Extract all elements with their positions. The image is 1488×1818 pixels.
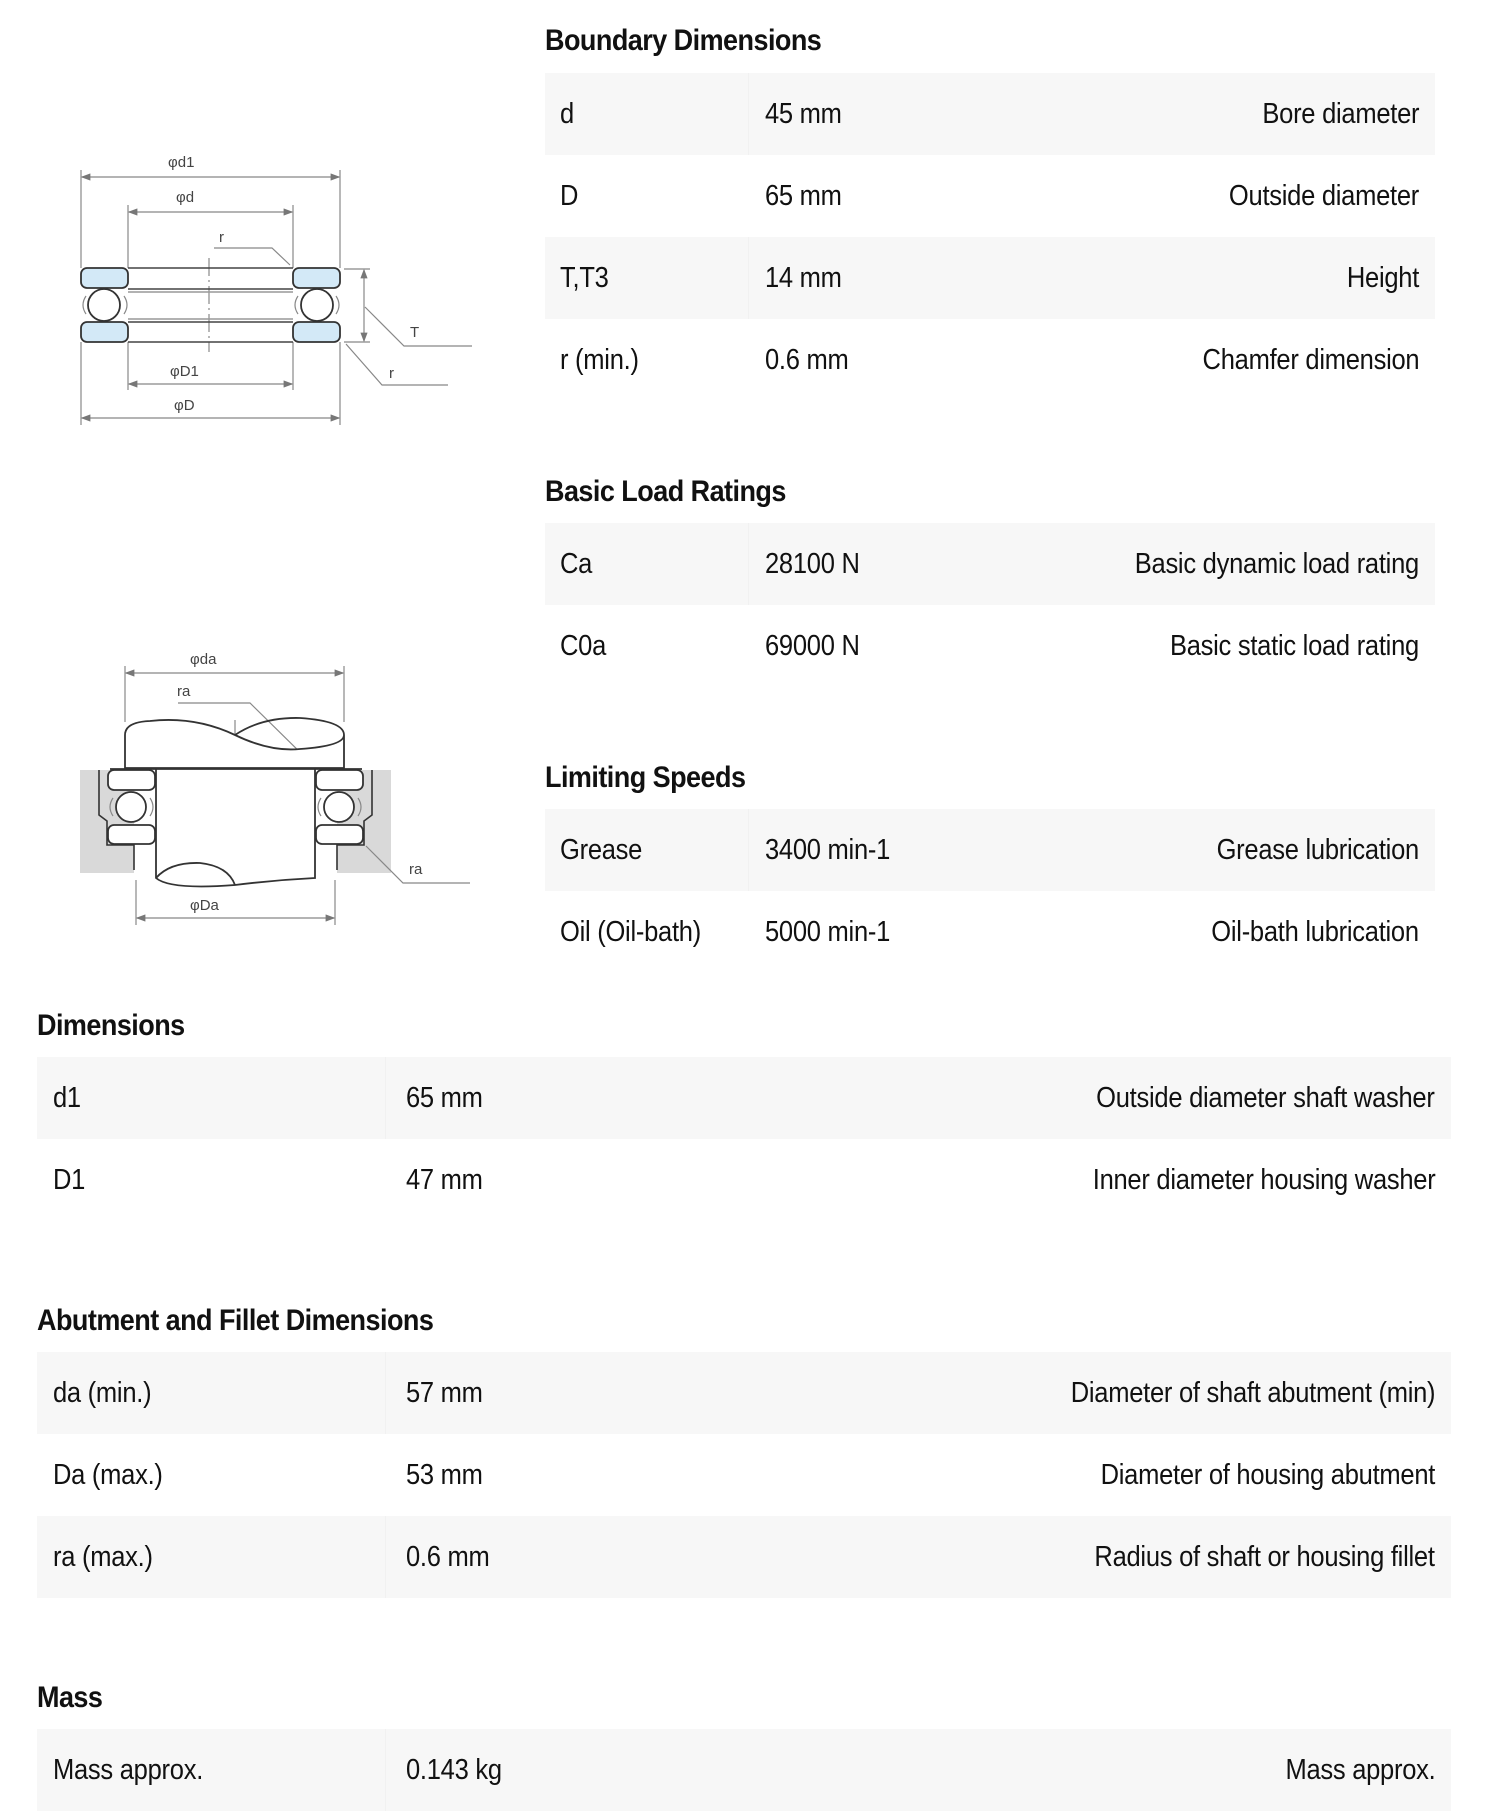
row-value: 0.6 mm: [406, 1540, 490, 1573]
row-value: 0.143 kg: [406, 1753, 502, 1786]
shaft-lower: [156, 769, 315, 886]
row-description: Mass approx.: [1284, 1753, 1435, 1786]
row-value: 47 mm: [406, 1163, 483, 1196]
row-description: Bore diameter: [1262, 97, 1419, 130]
column-divider: [748, 523, 749, 605]
row-symbol: Mass approx.: [53, 1753, 204, 1786]
column-divider: [385, 1352, 386, 1434]
section-title-abutment-fillet-dimensions: Abutment and Fillet Dimensions: [37, 1304, 434, 1337]
leader-r-bottom: [346, 344, 448, 385]
row-description: Chamfer dimension: [1202, 343, 1419, 376]
section-title-boundary-dimensions: Boundary Dimensions: [545, 24, 822, 57]
housing-washer-right: [293, 322, 340, 342]
row-description: Inner diameter housing washer: [1092, 1163, 1435, 1196]
row-value: 45 mm: [765, 97, 842, 130]
row-description: Height: [1346, 261, 1419, 294]
ball-right: [324, 792, 354, 822]
table-row: [37, 1729, 1451, 1811]
shaft-washer-left: [108, 770, 155, 790]
leader-r-top: [214, 248, 290, 265]
table-row: [545, 809, 1435, 891]
mass-table: [37, 1729, 1451, 1811]
column-divider: [748, 809, 749, 891]
row-symbol: Da (max.): [53, 1458, 163, 1491]
table-row: [37, 1057, 1451, 1139]
shaft-washer-left: [81, 268, 128, 288]
row-symbol: C0a: [560, 629, 607, 662]
label-T: T: [410, 324, 420, 341]
row-symbol: Oil (Oil-bath): [560, 915, 701, 948]
basic-load-ratings-table: [545, 523, 1435, 687]
label-r-top: r: [219, 229, 224, 246]
ball-right: [301, 289, 333, 321]
row-description: Basic dynamic load rating: [1134, 547, 1419, 580]
section-title-mass: Mass: [37, 1681, 103, 1714]
table-row: [545, 605, 1435, 687]
row-description: Oil-bath lubrication: [1211, 915, 1419, 948]
row-symbol: T,T3: [560, 261, 609, 294]
bearing-dimension-diagram: [0, 0, 520, 460]
row-value: 14 mm: [765, 261, 842, 294]
row-value: 0.6 mm: [765, 343, 849, 376]
table-row: [37, 1352, 1451, 1434]
table-row: [545, 237, 1435, 319]
row-symbol: ra (max.): [53, 1540, 153, 1573]
label-ra-top: ra: [177, 683, 191, 700]
limiting-speeds-table: [545, 809, 1435, 973]
ball-left: [116, 792, 146, 822]
label-d1: φd1: [168, 154, 195, 171]
label-r-bottom: r: [389, 365, 394, 382]
row-description: Outside diameter shaft washer: [1096, 1081, 1435, 1114]
row-symbol: Grease: [560, 833, 643, 866]
label-ra-right: ra: [409, 861, 423, 878]
row-description: Diameter of housing abutment: [1100, 1458, 1435, 1491]
housing-washer-right: [316, 825, 363, 844]
housing-washer-left: [108, 825, 155, 844]
label-D: φD: [174, 397, 195, 414]
label-da: φda: [190, 651, 217, 668]
column-divider: [385, 1057, 386, 1139]
row-description: Outside diameter: [1228, 179, 1419, 212]
row-value: 69000 N: [765, 629, 860, 662]
row-value: 57 mm: [406, 1376, 483, 1409]
abutment-diagram: [0, 620, 520, 950]
row-description: Diameter of shaft abutment (min): [1070, 1376, 1435, 1409]
row-value: 65 mm: [765, 179, 842, 212]
column-divider: [385, 1729, 386, 1811]
housing-washer-left: [81, 322, 128, 342]
table-row: [37, 1434, 1451, 1516]
row-value: 53 mm: [406, 1458, 483, 1491]
row-description: Grease lubrication: [1216, 833, 1419, 866]
row-description: Basic static load rating: [1170, 629, 1419, 662]
row-symbol: da (min.): [53, 1376, 152, 1409]
section-title-limiting-speeds: Limiting Speeds: [545, 761, 746, 794]
row-symbol: D1: [53, 1163, 86, 1196]
label-D1: φD1: [170, 363, 199, 380]
row-symbol: Ca: [560, 547, 593, 580]
abutment-fillet-table: [37, 1352, 1451, 1598]
section-title-dimensions: Dimensions: [37, 1009, 185, 1042]
row-symbol: d: [560, 97, 574, 130]
row-value: 3400 min-1: [765, 833, 891, 866]
row-value: 28100 N: [765, 547, 860, 580]
row-symbol: r (min.): [560, 343, 639, 376]
table-row: [545, 73, 1435, 155]
dimensions-table: [37, 1057, 1451, 1221]
row-symbol: D: [560, 179, 579, 212]
column-divider: [385, 1516, 386, 1598]
section-title-basic-load-ratings: Basic Load Ratings: [545, 475, 786, 508]
boundary-dimensions-table: [545, 73, 1435, 401]
column-divider: [748, 73, 749, 155]
row-description: Radius of shaft or housing fillet: [1094, 1540, 1435, 1573]
table-row: [37, 1139, 1451, 1221]
row-value: 65 mm: [406, 1081, 483, 1114]
table-row: [37, 1516, 1451, 1598]
label-d: φd: [176, 189, 195, 206]
label-Da: φDa: [190, 897, 219, 914]
row-symbol: d1: [53, 1081, 81, 1114]
table-row: [545, 155, 1435, 237]
shaft-washer-right: [293, 268, 340, 288]
shaft-washer-right: [316, 770, 363, 790]
ball-left: [88, 289, 120, 321]
column-divider: [748, 237, 749, 319]
row-value: 5000 min-1: [765, 915, 891, 948]
table-row: [545, 523, 1435, 605]
table-row: [545, 319, 1435, 401]
table-row: [545, 891, 1435, 973]
